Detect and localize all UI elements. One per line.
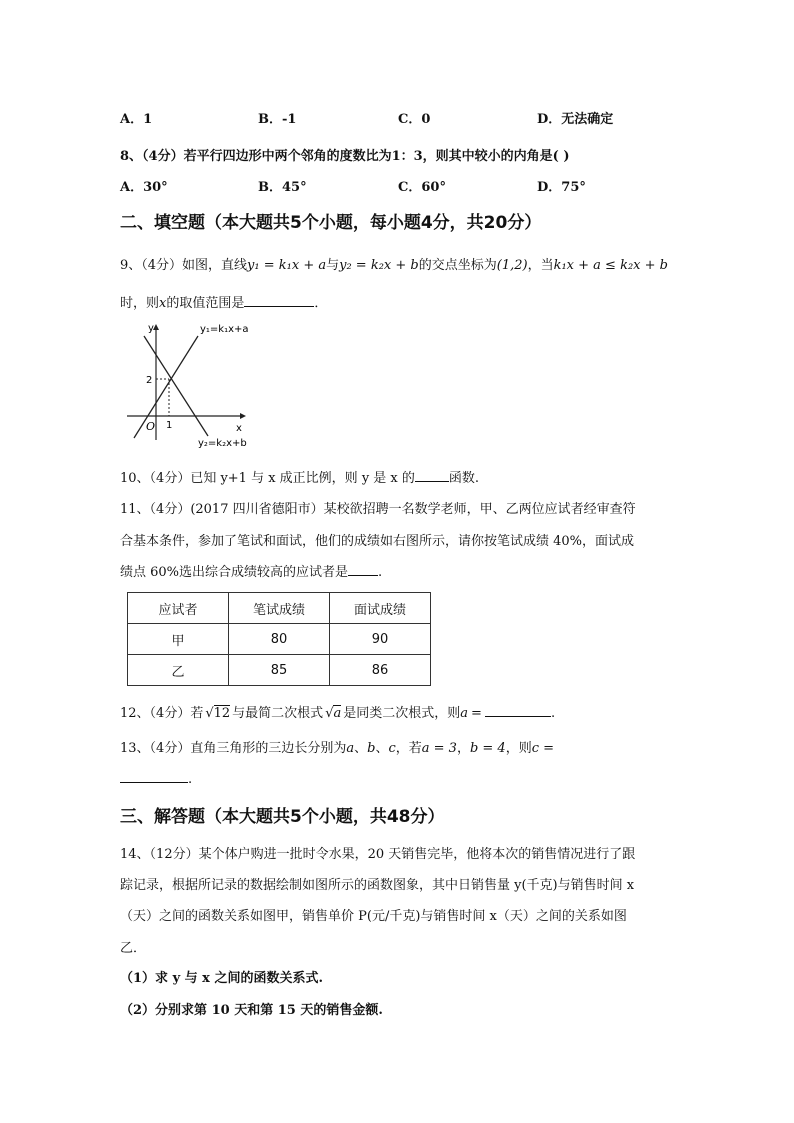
q7-option-d: D．无法确定 — [537, 112, 614, 127]
q9-answer-blank[interactable] — [244, 294, 314, 307]
q9-line2-prefix: 时，则 — [120, 296, 160, 311]
q13-comma: ， — [456, 741, 470, 756]
table-row — [128, 655, 431, 686]
score-table — [127, 592, 431, 686]
q10-prefix: 10、（4分）已知 y+1 与 x 成正比例，则 y 是 x 的 — [120, 471, 415, 486]
table-row — [128, 624, 431, 655]
q13-text — [120, 737, 554, 756]
radical-sign-icon: √ — [325, 706, 334, 721]
q14-line2: 踪记录，根据所记录的数据绘制如图所示的函数图象，其中日销售量 y(千克)与销售时间 x — [120, 878, 635, 893]
section3-title: 三、解答题（本大题共5个小题，共48分） — [120, 807, 445, 827]
q8-text: 8、（4分）若平行四边形中两个邻角的度数比为1：3，则其中较小的内角是( ) — [120, 149, 570, 164]
q12-var: a — [460, 706, 469, 721]
table-cell: 80 — [229, 624, 330, 655]
q11-line3-suffix: . — [378, 565, 383, 580]
q13-b: b — [367, 741, 376, 756]
q14-line1: 14、（12分）某个体户购进一批时令水果，20 天销售完毕，他将本次的销售情况进行了跟 — [120, 847, 636, 862]
table-cell: 86 — [330, 655, 431, 686]
q9-mid1: 与 — [326, 258, 340, 273]
q11-line3-prefix: 绩点 60%选出综合成绩较高的应试者是 — [120, 565, 349, 580]
q9-mid3: ，当 — [527, 258, 554, 273]
tick-y-2: 2 — [146, 375, 153, 386]
q13-c: c — [388, 741, 396, 756]
q13-prefix: 13、（4分）直角三角形的三边长分别为 — [120, 741, 347, 756]
q9-prefix: 9、（4分）如图，直线 — [120, 258, 248, 273]
origin-label: O — [146, 420, 156, 433]
q9-end: ． — [314, 296, 328, 311]
q13-ask: c = — [531, 741, 555, 756]
radicand-12: 12 — [213, 706, 231, 721]
q13-end: . — [188, 772, 193, 787]
q9-line2-suffix: 的取值范围是 — [166, 296, 245, 311]
q13-a: a — [346, 741, 355, 756]
table-cell: 85 — [229, 655, 330, 686]
q14-sub2: （2）分别求第 10 天和第 15 天的销售金额. — [120, 1003, 383, 1018]
q13-cond-a: a = 3 — [421, 741, 457, 756]
q12-mid2: 是同类二次根式，则 — [343, 706, 461, 721]
q13-sep1: 、 — [354, 741, 368, 756]
q11-line3 — [120, 561, 382, 580]
q12-eq: = — [471, 706, 482, 721]
q14-line3: （天）之间的函数关系如图甲，销售单价 P(元/千克)与销售时间 x（天）之间的关系如图 — [120, 909, 627, 924]
q10-text — [120, 467, 479, 486]
table-cell: 乙 — [128, 655, 229, 686]
q11-line1: 11、（4分）(2017 四川省德阳市）某校欲招聘一名数学老师，甲、乙两位应试者经审查符 — [120, 502, 636, 517]
table-cell: 甲 — [128, 624, 229, 655]
q12-text — [120, 702, 555, 721]
tick-x-1: 1 — [166, 420, 173, 431]
q7-option-b: B．-1 — [258, 112, 297, 127]
q11-answer-blank[interactable] — [348, 563, 378, 576]
q9-var: x — [159, 296, 167, 311]
q13-mid: ，若 — [395, 741, 422, 756]
q7-option-a: A．1 — [120, 112, 153, 127]
q9-line1 — [120, 254, 668, 273]
q11-line2: 合基本条件，参加了笔试和面试，他们的成绩如右图所示，请你按笔试成绩 40%，面试成 — [120, 534, 635, 549]
label-y1: y₁=k₁x+a — [200, 324, 249, 335]
q12-prefix: 12、（4分）若 — [120, 706, 204, 721]
q14-line4: 乙． — [120, 941, 147, 956]
q13-sep2: 、 — [375, 741, 389, 756]
q8-option-a: A．30° — [120, 180, 168, 195]
sqrt-a — [325, 706, 341, 721]
q9-line2-eq: y₂ = k₂x + b — [339, 258, 419, 273]
q9-mid2: 的交点坐标为 — [418, 258, 497, 273]
table-header: 应试者 — [128, 593, 229, 624]
section2-title: 二、填空题（本大题共5个小题，每小题4分，共20分） — [120, 213, 542, 233]
q8-option-c: C．60° — [398, 180, 446, 195]
q13-cond-b: b = 4 — [469, 741, 506, 756]
q12-answer-blank[interactable] — [485, 704, 551, 717]
table-header: 面试成绩 — [330, 593, 431, 624]
q9-line2 — [120, 292, 327, 311]
q9-inequality: k₁x + a ≤ k₂x + b — [553, 258, 668, 273]
q8-option-b: B．45° — [258, 180, 307, 195]
q14-sub1: （1）求 y 与 x 之间的函数关系式. — [120, 971, 323, 986]
q7-option-c: C．0 — [398, 112, 431, 127]
x-axis-label: x — [236, 423, 242, 434]
radicand-a: a — [333, 706, 342, 721]
q12-mid: 与最简二次根式 — [232, 706, 324, 721]
sqrt-12 — [205, 706, 230, 721]
q10-answer-blank[interactable] — [415, 469, 449, 482]
q13-line2 — [120, 770, 192, 787]
label-y2: y₂=k₂x+b — [198, 438, 247, 449]
table-header-row — [128, 593, 431, 624]
q9-graph — [122, 320, 282, 452]
q13-answer-blank[interactable] — [120, 770, 188, 783]
q9-point: (1,2) — [496, 258, 528, 273]
q13-mid2: ，则 — [505, 741, 532, 756]
radical-sign-icon: √ — [205, 706, 214, 721]
q10-suffix: 函数. — [448, 471, 480, 486]
x-axis-arrow — [240, 413, 246, 419]
table-header: 笔试成绩 — [229, 593, 330, 624]
table-cell: 90 — [330, 624, 431, 655]
q8-option-d: D．75° — [537, 180, 586, 195]
q9-line1-eq: y₁ = k₁x + a — [247, 258, 327, 273]
y-axis-label: y — [148, 323, 154, 334]
q12-end: . — [550, 706, 556, 721]
